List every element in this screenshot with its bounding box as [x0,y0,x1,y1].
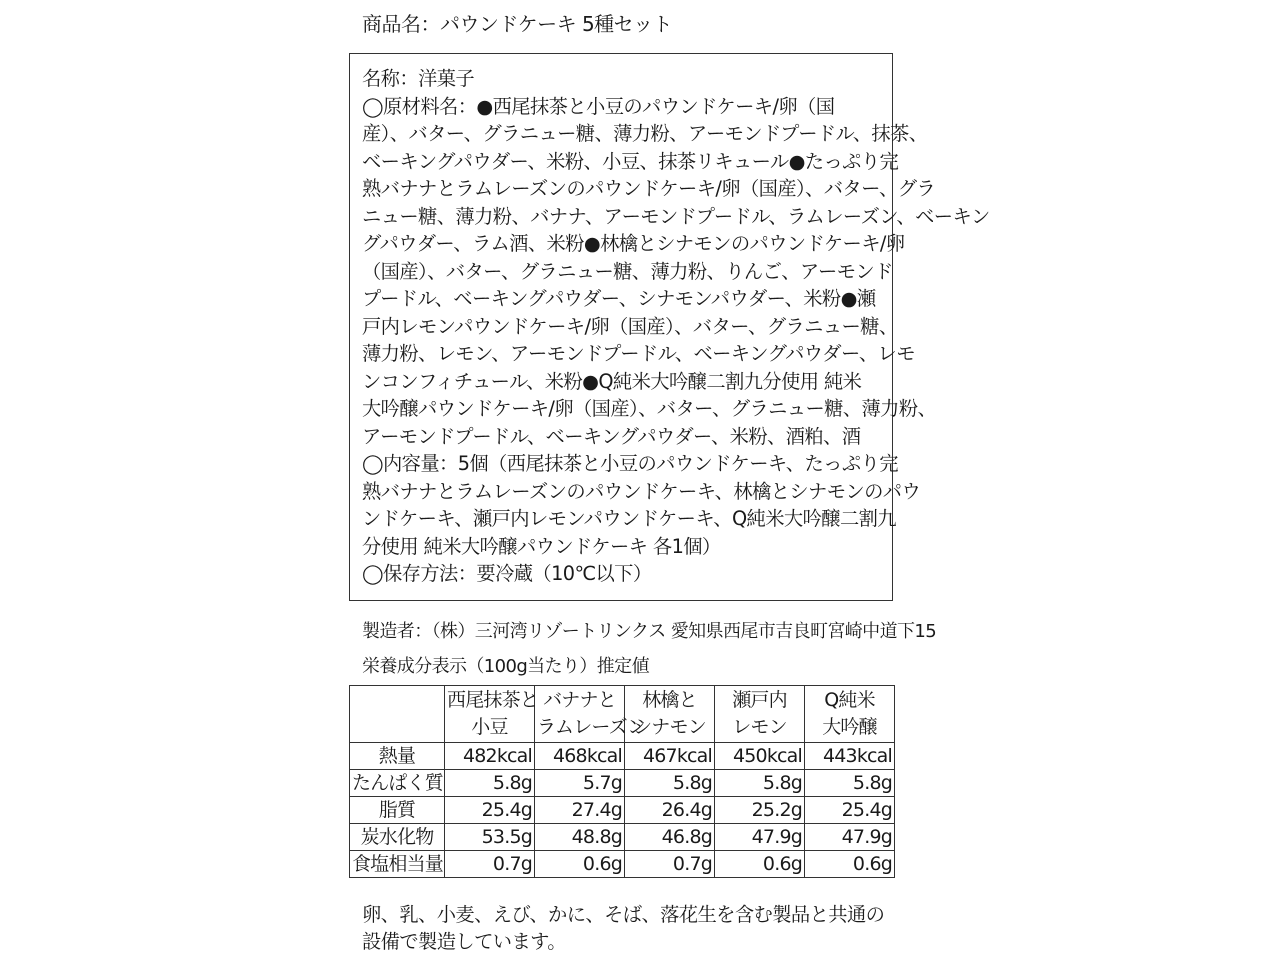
table-cell: 53.5g [445,824,535,851]
label-line: 名称：洋菓子 [362,67,475,90]
table-cell: 468kcal [535,743,625,770]
table-row [350,851,895,878]
table-cell: 25.4g [445,797,535,824]
table-cell: 5.8g [715,770,805,797]
column-header: 西尾抹茶と 小豆 [445,686,535,743]
table-cell: 5.8g [625,770,715,797]
label-line: 産）、バター、グラニュー糖、薄力粉、アーモンドプードル、抹茶、 [362,122,928,145]
label-line: ◯保存方法：要冷蔵（10℃以下） [362,562,652,585]
row-label: 炭水化物 [350,824,445,851]
label-line: ◯内容量：5個（西尾抹茶と小豆のパウンドケーキ、たっぷり完 [362,452,898,475]
row-label: 脂質 [350,797,445,824]
table-cell: 25.4g [805,797,895,824]
label-line: ンコンフィチュール、米粉●Q純米大吟醸二割九分使用 純米 [362,369,862,393]
table-cell: 25.2g [715,797,805,824]
table-cell: 46.8g [625,824,715,851]
header-corner [350,686,445,743]
label-line: ニュー糖、薄力粉、バナナ、アーモンドプードル、ラムレーズン、ベーキン [362,204,990,228]
label-line: 薄力粉、レモン、アーモンドプードル、ベーキングパウダー、レモ [362,342,915,365]
table-cell: 467kcal [625,743,715,770]
column-header: Q純米 大吟醸 [805,686,895,743]
table-cell: 482kcal [445,743,535,770]
label-line: 熟バナナとラムレーズンのパウンドケーキ/卵（国産）、バター、グラ [362,177,936,200]
table-cell: 26.4g [625,797,715,824]
table-cell: 0.7g [625,851,715,878]
label-line: グパウダー、ラム酒、米粉●林檎とシナモンのパウンドケーキ/卵 [362,232,905,255]
table-row [350,824,895,851]
label-line: 大吟醸パウンドケーキ/卵（国産）、バター、グラニュー糖、薄力粉、 [362,397,937,420]
table-cell: 5.7g [535,770,625,797]
row-label: たんぱく質 [350,770,445,797]
allergen-line: 卵、乳、小麦、えび、かに、そば、落花生を含む製品と共通の [362,903,885,926]
table-header-row [350,686,895,743]
table-cell: 0.6g [715,851,805,878]
row-label: 食塩相当量 [350,851,445,878]
label-line: 熟バナナとラムレーズンのパウンドケーキ、林檎とシナモンのパウ [362,479,921,503]
table-cell: 0.6g [535,851,625,878]
label-line: ◯原材料名：●西尾抹茶と小豆のパウンドケーキ/卵（国 [362,94,835,118]
column-header: 林檎と シナモン [625,686,715,743]
label-line: プードル、ベーキングパウダー、シナモンパウダー、米粉●瀬 [362,287,876,310]
label-line: ンドケーキ、瀬戸内レモンパウンドケーキ、Q純米大吟醸二割九 [362,507,896,530]
column-header: バナナと ラムレーズン [535,686,625,743]
table-cell: 443kcal [805,743,895,770]
allergen-line: 設備で製造しています。 [362,930,566,953]
table-cell: 47.9g [805,824,895,851]
table-cell: 0.7g [445,851,535,878]
label-text [362,65,990,588]
label-line: 分使用 純米大吟醸パウンドケーキ 各1個） [362,534,721,558]
table-row [350,770,895,797]
table-cell: 48.8g [535,824,625,851]
nutrition-table [349,685,895,878]
label-line: アーモンドプードル、ベーキングパウダー、米粉、酒粕、酒 [362,424,861,448]
table-cell: 5.8g [445,770,535,797]
table-cell: 47.9g [715,824,805,851]
allergen-notice [362,901,892,955]
product-title: 商品名：パウンドケーキ 5種セット [362,12,673,36]
table-row [350,743,895,770]
label-line: 戸内レモンパウンドケーキ/卵（国産）、バター、グラニュー糖、 [362,314,898,338]
table-cell: 450kcal [715,743,805,770]
table-cell: 27.4g [535,797,625,824]
label-line: （国産）、バター、グラニュー糖、薄力粉、りんご、アーモンド [362,259,893,283]
table-cell: 0.6g [805,851,895,878]
table-row [350,797,895,824]
nutrition-title: 栄養成分表示（100g当たり）推定値 [362,656,649,677]
table-cell: 5.8g [805,770,895,797]
column-header: 瀬戸内 レモン [715,686,805,743]
label-line: ベーキングパウダー、米粉、小豆、抹茶リキュール●たっぷり完 [362,149,899,173]
manufacturer: 製造者：（株）三河湾リゾートリンクス 愛知県西尾市吉良町宮崎中道下15 [362,621,937,642]
row-label: 熱量 [350,743,445,770]
